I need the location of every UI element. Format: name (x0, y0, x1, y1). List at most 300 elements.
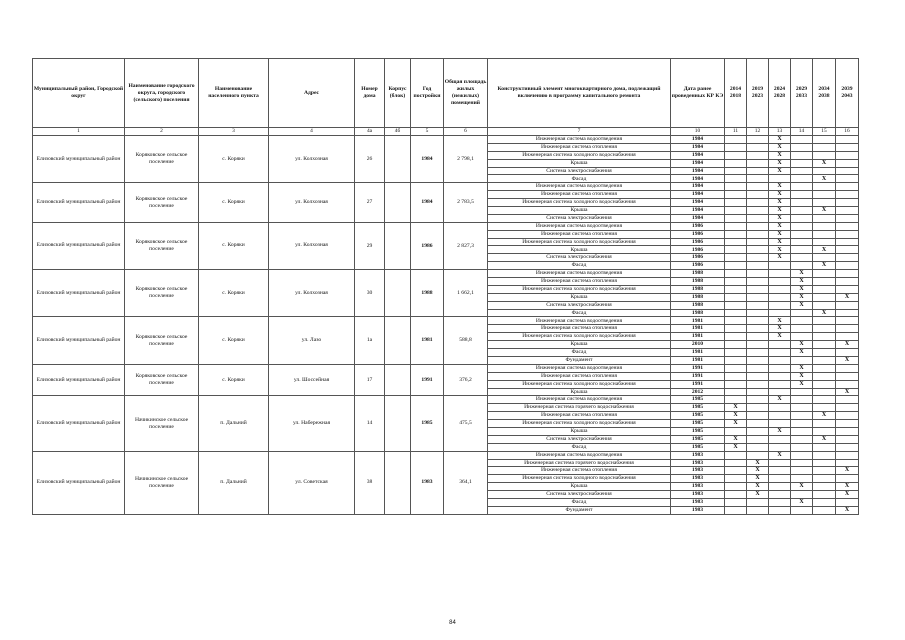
period-cell (836, 404, 859, 412)
period-cell (725, 230, 747, 238)
period-cell (725, 506, 747, 514)
repair-date-cell: 1983 (671, 506, 725, 514)
table-row (33, 270, 859, 278)
header-cell: 2034 2038 (813, 59, 836, 128)
period-cell: X (813, 412, 836, 420)
period-cell (791, 309, 813, 317)
repair-date-cell: 1991 (671, 364, 725, 372)
period-cell (813, 278, 836, 286)
period-cell: X (725, 435, 747, 443)
column-number-cell: 6 (444, 128, 488, 136)
element-name-cell: Система электроснабжения (488, 435, 671, 443)
repair-date-cell: 1988 (671, 293, 725, 301)
period-cell: X (791, 285, 813, 293)
period-cell (769, 467, 791, 475)
period-cell (725, 136, 747, 144)
period-cell (813, 151, 836, 159)
period-cell (836, 175, 859, 183)
repair-date-cell: 1984 (671, 167, 725, 175)
period-cell (813, 396, 836, 404)
table-row (33, 317, 859, 325)
period-cell: X (791, 483, 813, 491)
period-cell: X (813, 159, 836, 167)
element-name-cell: Инженерная система водоотведения (488, 136, 671, 144)
period-cell (747, 443, 769, 451)
period-cell (769, 483, 791, 491)
repair-date-cell: 1984 (671, 175, 725, 183)
repair-date-cell: 1986 (671, 238, 725, 246)
period-cell (769, 356, 791, 364)
period-cell: X (769, 136, 791, 144)
period-cell (836, 498, 859, 506)
period-cell (791, 167, 813, 175)
column-number-cell: 4б (385, 128, 411, 136)
period-cell (836, 246, 859, 254)
element-name-cell: Инженерная система отопления (488, 230, 671, 238)
element-name-cell: Инженерная система отопления (488, 372, 671, 380)
settlement-cell: Начикинское сельское поселение (125, 396, 199, 451)
repair-date-cell: 2010 (671, 341, 725, 349)
period-cell: X (813, 262, 836, 270)
period-cell (747, 262, 769, 270)
element-name-cell: Инженерная система водоотведения (488, 317, 671, 325)
repair-date-cell: 1981 (671, 325, 725, 333)
period-cell (769, 270, 791, 278)
period-cell (836, 412, 859, 420)
period-cell (813, 293, 836, 301)
repair-date-cell: 1985 (671, 427, 725, 435)
district-cell: Елизовский муниципальный район (33, 183, 125, 222)
period-cell: X (769, 396, 791, 404)
period-cell (813, 404, 836, 412)
period-cell (791, 143, 813, 151)
period-cell: X (725, 420, 747, 428)
period-cell (747, 222, 769, 230)
period-cell: X (836, 388, 859, 396)
street-cell: ул. Советская (269, 451, 355, 514)
period-cell: X (769, 246, 791, 254)
period-cell (791, 435, 813, 443)
period-cell (813, 451, 836, 459)
element-name-cell: Инженерная система холодного водоснабжения (488, 199, 671, 207)
element-name-cell: Инженерная система отопления (488, 278, 671, 286)
element-name-cell: Инженерная система горячего водоснабжения (488, 404, 671, 412)
period-cell (725, 475, 747, 483)
period-cell (725, 199, 747, 207)
period-cell (747, 412, 769, 420)
period-cell (725, 317, 747, 325)
period-cell: X (769, 254, 791, 262)
period-cell (791, 199, 813, 207)
element-name-cell: Крыша (488, 427, 671, 435)
period-cell (836, 420, 859, 428)
period-cell (747, 388, 769, 396)
element-name-cell: Система электроснабжения (488, 254, 671, 262)
element-name-cell: Фасад (488, 309, 671, 317)
period-cell: X (791, 498, 813, 506)
period-cell (791, 333, 813, 341)
period-cell: X (791, 341, 813, 349)
period-cell (725, 238, 747, 246)
column-number-cell: 4 (269, 128, 355, 136)
repair-date-cell: 1983 (671, 467, 725, 475)
area-cell: 1 662,1 (444, 270, 488, 317)
street-cell: ул. Шоссейная (269, 364, 355, 396)
header-cell: Корпус (блок) (385, 59, 411, 128)
period-cell (813, 325, 836, 333)
period-cell (725, 270, 747, 278)
repair-date-cell: 2012 (671, 388, 725, 396)
period-cell (769, 293, 791, 301)
period-cell (791, 191, 813, 199)
period-cell (725, 222, 747, 230)
settlement-cell: Коряковское сельское поселение (125, 317, 199, 364)
locality-cell: с. Коряки (199, 136, 269, 183)
period-cell (747, 285, 769, 293)
period-cell (747, 238, 769, 246)
repair-date-cell: 1984 (671, 151, 725, 159)
header-cell: Наименование городского округа, городского (сельского) поселения (125, 59, 199, 128)
repair-date-cell: 1983 (671, 498, 725, 506)
repair-date-cell: 1988 (671, 301, 725, 309)
period-cell (769, 380, 791, 388)
period-cell (769, 491, 791, 499)
period-cell: X (769, 451, 791, 459)
period-cell (813, 230, 836, 238)
period-cell (836, 309, 859, 317)
element-name-cell: Крыша (488, 341, 671, 349)
block-cell (385, 270, 411, 317)
table-header (33, 59, 859, 136)
repair-date-cell: 1985 (671, 420, 725, 428)
period-cell (747, 372, 769, 380)
repair-date-cell: 1985 (671, 443, 725, 451)
column-number-cell: 3 (199, 128, 269, 136)
period-cell: X (836, 467, 859, 475)
element-name-cell: Фасад (488, 349, 671, 357)
block-cell (385, 136, 411, 183)
house-number-cell: 38 (355, 451, 385, 514)
period-cell (747, 254, 769, 262)
period-cell (747, 349, 769, 357)
element-name-cell: Инженерная система водоотведения (488, 364, 671, 372)
period-cell (836, 183, 859, 191)
period-cell: X (769, 207, 791, 215)
period-cell (791, 214, 813, 222)
period-cell (813, 349, 836, 357)
repair-date-cell: 1981 (671, 333, 725, 341)
repair-date-cell: 1983 (671, 491, 725, 499)
period-cell (747, 364, 769, 372)
locality-cell: с. Коряки (199, 222, 269, 269)
period-cell (747, 325, 769, 333)
element-name-cell: Крыша (488, 246, 671, 254)
period-cell (747, 435, 769, 443)
element-name-cell: Инженерная система отопления (488, 325, 671, 333)
house-number-cell: 29 (355, 222, 385, 269)
period-cell (769, 309, 791, 317)
period-cell (791, 325, 813, 333)
period-cell (769, 341, 791, 349)
period-cell (836, 349, 859, 357)
repair-date-cell: 1983 (671, 459, 725, 467)
period-cell (813, 191, 836, 199)
period-cell (747, 214, 769, 222)
period-cell (769, 364, 791, 372)
period-cell (725, 451, 747, 459)
period-cell (836, 199, 859, 207)
element-name-cell: Система электроснабжения (488, 301, 671, 309)
period-cell (813, 222, 836, 230)
period-cell (836, 278, 859, 286)
repair-date-cell: 1983 (671, 451, 725, 459)
header-cell: Конструктивный элемент многоквартирного дома, подлежащий включению в программу капитального ремонта (488, 59, 671, 128)
period-cell (725, 309, 747, 317)
repair-date-cell: 1985 (671, 404, 725, 412)
period-cell: X (813, 435, 836, 443)
column-number-cell: 16 (836, 128, 859, 136)
table-row (33, 136, 859, 144)
element-name-cell: Инженерная система отопления (488, 143, 671, 151)
element-name-cell: Крыша (488, 293, 671, 301)
page-number: 84 (449, 620, 456, 626)
period-cell (725, 467, 747, 475)
header-cell: Год постройки (411, 59, 444, 128)
column-number-cell: 13 (769, 128, 791, 136)
period-cell (813, 364, 836, 372)
period-cell (747, 278, 769, 286)
element-name-cell: Инженерная система холодного водоснабжения (488, 475, 671, 483)
repair-date-cell: 1984 (671, 143, 725, 151)
repair-date-cell: 1988 (671, 309, 725, 317)
header-cell: Адрес (269, 59, 355, 128)
period-cell (813, 380, 836, 388)
table-body (33, 136, 859, 515)
area-cell: 364,1 (444, 451, 488, 514)
period-cell (836, 262, 859, 270)
period-cell (725, 427, 747, 435)
period-cell (836, 451, 859, 459)
period-cell (836, 207, 859, 215)
header-cell: Общая площадь жилых (нежилых) помещений (444, 59, 488, 128)
period-cell (836, 270, 859, 278)
period-cell (769, 412, 791, 420)
period-cell: X (836, 341, 859, 349)
period-cell (769, 301, 791, 309)
period-cell (725, 262, 747, 270)
period-cell: X (791, 270, 813, 278)
period-cell (836, 459, 859, 467)
district-cell: Елизовский муниципальный район (33, 317, 125, 364)
period-cell (769, 404, 791, 412)
period-cell (725, 498, 747, 506)
house-number-cell: 27 (355, 183, 385, 222)
period-cell (769, 459, 791, 467)
period-cell (725, 483, 747, 491)
period-cell: X (769, 230, 791, 238)
period-cell (769, 498, 791, 506)
capital-repair-table-sheet (32, 58, 858, 515)
period-cell: X (747, 483, 769, 491)
district-cell: Елизовский муниципальный район (33, 136, 125, 183)
period-cell (769, 420, 791, 428)
period-cell (791, 459, 813, 467)
period-cell (747, 246, 769, 254)
period-cell (836, 372, 859, 380)
period-cell: X (836, 293, 859, 301)
period-cell (791, 159, 813, 167)
period-cell (791, 222, 813, 230)
period-cell (725, 191, 747, 199)
element-name-cell: Система электроснабжения (488, 167, 671, 175)
repair-date-cell: 1984 (671, 214, 725, 222)
element-name-cell: Крыша (488, 207, 671, 215)
settlement-cell: Коряковское сельское поселение (125, 270, 199, 317)
period-cell: X (725, 443, 747, 451)
settlement-cell: Коряковское сельское поселение (125, 222, 199, 269)
period-cell: X (725, 412, 747, 420)
locality-cell: с. Коряки (199, 270, 269, 317)
repair-date-cell: 1981 (671, 317, 725, 325)
period-cell (813, 199, 836, 207)
period-cell: X (791, 293, 813, 301)
period-cell (813, 467, 836, 475)
period-cell (747, 199, 769, 207)
period-cell: X (769, 191, 791, 199)
period-cell (813, 238, 836, 246)
column-number-cell: 4а (355, 128, 385, 136)
repair-date-cell: 1986 (671, 254, 725, 262)
street-cell: ул. Лазо (269, 317, 355, 364)
period-cell (769, 388, 791, 396)
period-cell (791, 207, 813, 215)
element-name-cell: Крыша (488, 159, 671, 167)
period-cell (725, 349, 747, 357)
column-number-cell: 1 (33, 128, 125, 136)
period-cell: X (769, 427, 791, 435)
period-cell (836, 325, 859, 333)
build-year-cell: 1988 (411, 270, 444, 317)
element-name-cell: Фасад (488, 498, 671, 506)
repair-date-cell: 1988 (671, 285, 725, 293)
repair-date-cell: 1986 (671, 262, 725, 270)
repair-date-cell: 1984 (671, 191, 725, 199)
period-cell (747, 404, 769, 412)
period-cell (813, 372, 836, 380)
build-year-cell: 1984 (411, 136, 444, 183)
period-cell (836, 427, 859, 435)
repair-date-cell: 1984 (671, 183, 725, 191)
period-cell (725, 388, 747, 396)
period-cell (836, 301, 859, 309)
period-cell (769, 443, 791, 451)
table-row (33, 451, 859, 459)
header-row (33, 59, 859, 128)
period-cell (813, 136, 836, 144)
locality-cell: с. Коряки (199, 317, 269, 364)
period-cell (791, 475, 813, 483)
period-cell (747, 270, 769, 278)
period-cell (747, 420, 769, 428)
build-year-cell: 1986 (411, 222, 444, 269)
street-cell: ул. Колхозная (269, 136, 355, 183)
period-cell: X (769, 317, 791, 325)
element-name-cell: Система электроснабжения (488, 491, 671, 499)
house-number-cell: 1а (355, 317, 385, 364)
period-cell (725, 396, 747, 404)
period-cell (813, 341, 836, 349)
period-cell (747, 317, 769, 325)
period-cell: X (836, 506, 859, 514)
period-cell: X (725, 404, 747, 412)
period-cell (747, 207, 769, 215)
period-cell (813, 483, 836, 491)
period-cell (791, 151, 813, 159)
block-cell (385, 451, 411, 514)
repair-date-cell: 1984 (671, 207, 725, 215)
element-name-cell: Фасад (488, 175, 671, 183)
period-cell (813, 167, 836, 175)
period-cell (747, 333, 769, 341)
period-cell (725, 301, 747, 309)
period-cell (725, 167, 747, 175)
street-cell: ул. Колхозная (269, 270, 355, 317)
element-name-cell: Инженерная система отопления (488, 191, 671, 199)
period-cell (747, 356, 769, 364)
period-cell: X (813, 207, 836, 215)
district-cell: Елизовский муниципальный район (33, 364, 125, 396)
street-cell: ул. Колхозная (269, 222, 355, 269)
area-cell: 588,8 (444, 317, 488, 364)
table-row (33, 222, 859, 230)
period-cell (836, 136, 859, 144)
house-number-cell: 30 (355, 270, 385, 317)
block-cell (385, 317, 411, 364)
element-name-cell: Инженерная система холодного водоснабжения (488, 380, 671, 388)
element-name-cell: Инженерная система отопления (488, 467, 671, 475)
period-cell (836, 396, 859, 404)
period-cell (813, 459, 836, 467)
period-cell (836, 214, 859, 222)
period-cell (747, 309, 769, 317)
element-name-cell: Инженерная система холодного водоснабжения (488, 333, 671, 341)
period-cell: X (836, 483, 859, 491)
period-cell (836, 317, 859, 325)
locality-cell: п. Дальний (199, 451, 269, 514)
build-year-cell: 1985 (411, 396, 444, 451)
period-cell (791, 427, 813, 435)
house-number-cell: 14 (355, 396, 385, 451)
period-cell (725, 254, 747, 262)
street-cell: ул. Набережная (269, 396, 355, 451)
repair-date-cell: 1983 (671, 475, 725, 483)
block-cell (385, 183, 411, 222)
header-cell: 2024 2028 (769, 59, 791, 128)
build-year-cell: 1983 (411, 451, 444, 514)
period-cell (769, 349, 791, 357)
block-cell (385, 364, 411, 396)
repair-date-cell: 1988 (671, 278, 725, 286)
block-cell (385, 396, 411, 451)
period-cell (836, 222, 859, 230)
period-cell: X (769, 159, 791, 167)
period-cell (813, 301, 836, 309)
period-cell: X (769, 143, 791, 151)
period-cell (813, 183, 836, 191)
repair-date-cell: 1991 (671, 372, 725, 380)
period-cell (813, 317, 836, 325)
period-cell (791, 396, 813, 404)
